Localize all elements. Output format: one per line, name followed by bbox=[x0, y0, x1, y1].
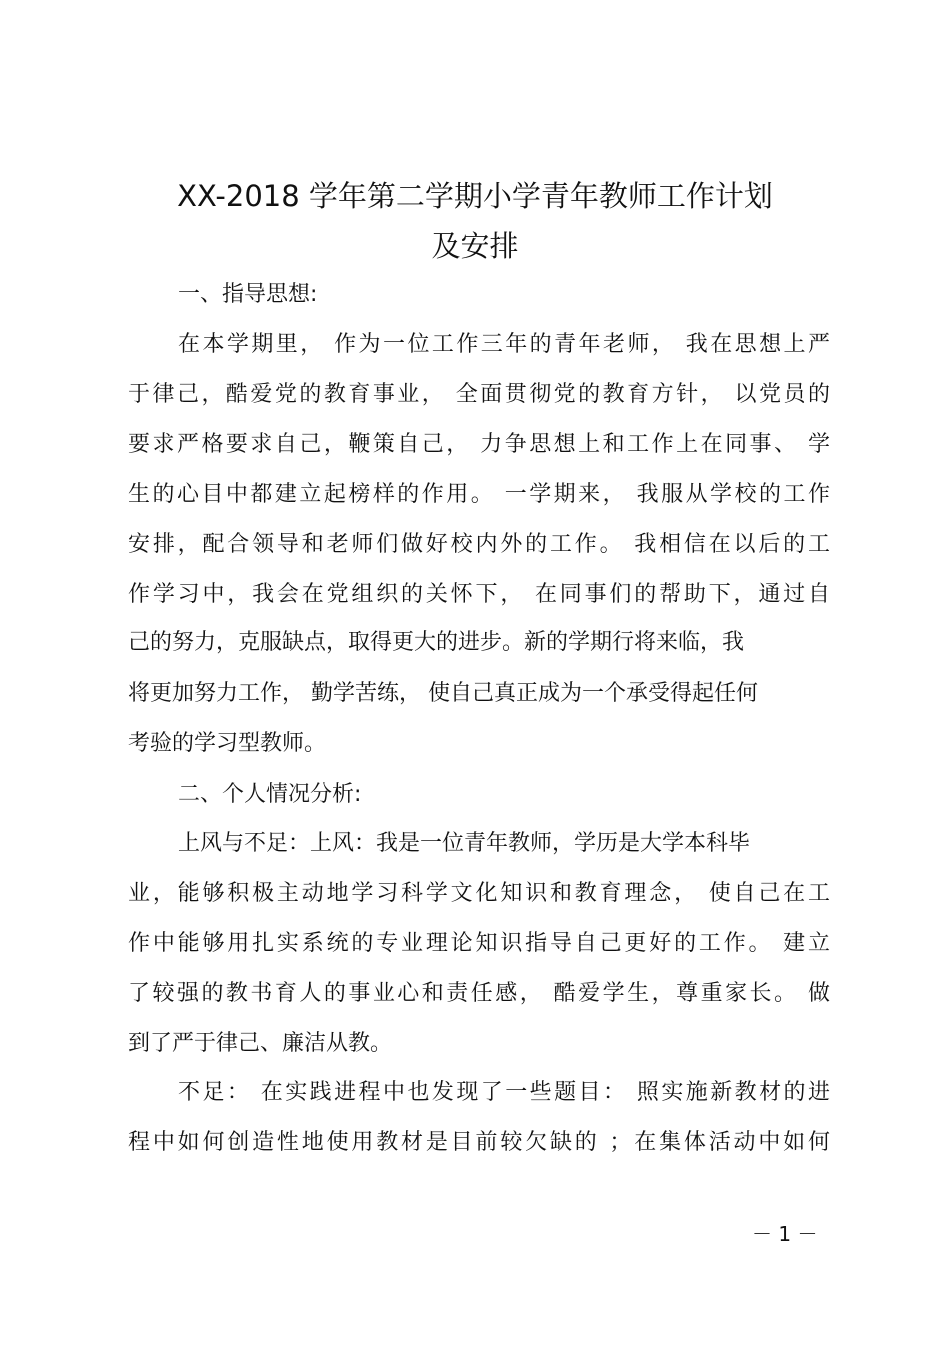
paragraph-line: 上风与不足：上风：我是一位青年教师，学历是大学本科毕 bbox=[178, 831, 751, 856]
paragraph-line: 要求严格要求自己，鞭策自己， 力争思想上和工作上在同事、 学 bbox=[128, 432, 830, 457]
paragraph-line: 不足： 在实践进程中也发现了一些题目： 照实施新教材的进 bbox=[178, 1080, 830, 1105]
paragraph-line: 程中如何创造性地使用教材是目前较欠缺的 ；在集体活动中如何 bbox=[128, 1130, 830, 1155]
document-title-line-2: 及安排 bbox=[431, 229, 519, 263]
paragraph-line: 生的心目中都建立起榜样的作用。 一学期来， 我服从学校的工作 bbox=[128, 482, 830, 507]
section-heading-guiding-ideology: 一、指导思想: bbox=[178, 282, 318, 307]
paragraph-line: 己的努力，克服缺点，取得更大的进步。新的学期行将来临，我 bbox=[128, 630, 745, 655]
paragraph-line: 考验的学习型教师。 bbox=[128, 731, 327, 756]
document-title-line-1: XX-2018 学年第二学期小学青年教师工作计划 bbox=[177, 179, 773, 213]
paragraph-line: 作学习中，我会在党组织的关怀下， 在同事们的帮助下，通过自 bbox=[128, 582, 830, 607]
paragraph-line: 将更加努力工作， 勤学苦练， 使自己真正成为一个承受得起任何 bbox=[128, 681, 758, 706]
paragraph-line: 业，能够积极主动地学习科学文化知识和教育理念， 使自己在工 bbox=[128, 881, 830, 906]
paragraph-line: 了较强的教书育人的事业心和责任感， 酷爱学生，尊重家长。 做 bbox=[128, 981, 830, 1006]
paragraph-line: 到了严于律己、廉洁从教。 bbox=[128, 1031, 393, 1056]
paragraph-line: 作中能够用扎实系统的专业理论知识指导自己更好的工作。 建立 bbox=[128, 931, 830, 956]
section-heading-personal-analysis: 二、个人情况分析: bbox=[178, 782, 362, 807]
page-number: － 1 － bbox=[752, 1222, 818, 1246]
paragraph-line: 安排，配合领导和老师们做好校内外的工作。 我相信在以后的工 bbox=[128, 532, 830, 557]
paragraph-line: 于律己，酷爱党的教育事业， 全面贯彻党的教育方针， 以党员的 bbox=[128, 382, 830, 407]
paragraph-line: 在本学期里， 作为一位工作三年的青年老师， 我在思想上严 bbox=[178, 332, 830, 357]
